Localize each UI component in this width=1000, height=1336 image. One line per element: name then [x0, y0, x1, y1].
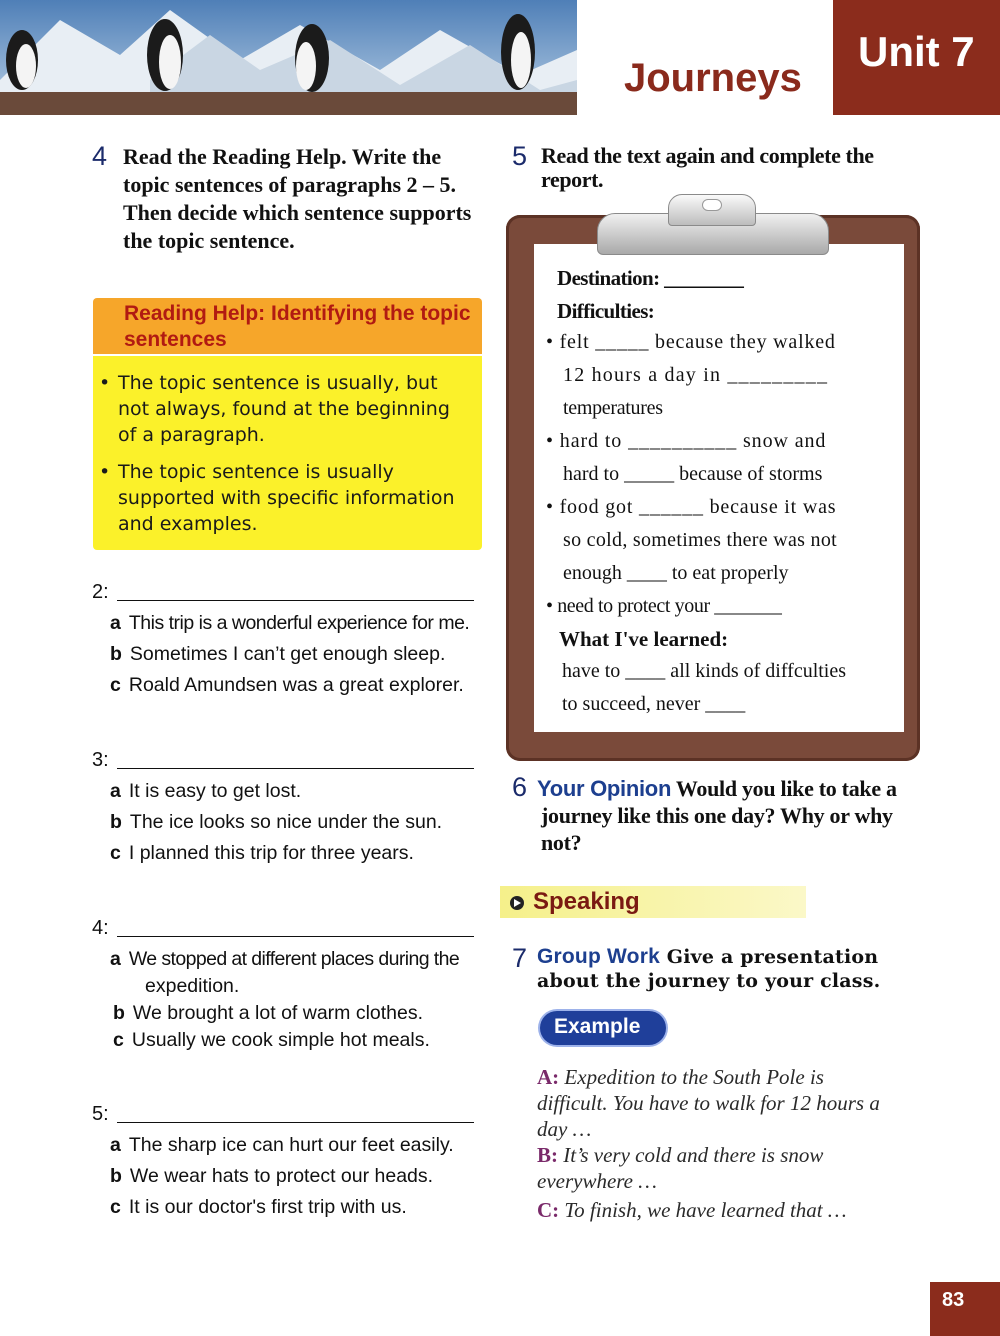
- option-text: This trip is a wonderful experience for me.: [128, 612, 470, 634]
- option-text: The ice looks so nice under the sun.: [129, 811, 443, 833]
- report-difficulties-heading: Difficulties:: [557, 299, 655, 323]
- task-7-instruction: [537, 945, 907, 993]
- option-text: It is our doctor's first trip with us.: [128, 1196, 407, 1218]
- report-line: • food got ______ because it was: [546, 496, 837, 518]
- option-item[interactable]: [110, 811, 442, 834]
- dialogue-text: To finish, we have learned that …: [564, 1198, 847, 1222]
- page-number-box: [930, 1282, 1000, 1336]
- option-item[interactable]: [110, 1134, 454, 1157]
- report-line: • hard to __________ snow and: [546, 430, 827, 452]
- answer-line[interactable]: [117, 767, 474, 769]
- report-line: hard to _____ because of storms: [563, 463, 823, 485]
- answer-line[interactable]: [117, 935, 474, 937]
- task-7-number: 7: [512, 943, 528, 973]
- task-4-instruction: Read the Reading Help. Write the topic sentences of paragraphs 2 – 5. Then decide which sentence supports the topic sentence.: [123, 144, 472, 253]
- dialogue-line: [537, 1197, 897, 1223]
- task-4-number: 4: [92, 141, 108, 171]
- task-6-instruction: [537, 775, 911, 856]
- penguins-illustration: [0, 0, 577, 115]
- option-item[interactable]: [110, 1196, 407, 1219]
- option-letter: c: [110, 674, 121, 696]
- question-label: 4:: [92, 917, 109, 939]
- option-letter: a: [110, 612, 121, 634]
- option-text: The sharp ice can hurt our feet easily.: [128, 1134, 454, 1156]
- bullet-icon: •: [99, 372, 111, 394]
- option-item[interactable]: [110, 1165, 433, 1188]
- reading-help-title: Reading Help: Identifying the topic sentences: [124, 302, 471, 351]
- report-line: • felt _____ because they walked: [546, 331, 836, 353]
- option-item[interactable]: [110, 643, 445, 666]
- option-item[interactable]: [110, 780, 301, 803]
- question-label: 2:: [92, 581, 109, 603]
- task-6-label: Your Opinion: [537, 776, 672, 801]
- bullet-icon: •: [99, 461, 111, 483]
- unit-label: Unit 7: [858, 28, 975, 75]
- example-label: Example: [554, 1015, 641, 1038]
- option-item[interactable]: [113, 1029, 430, 1052]
- question-label: 3:: [92, 749, 109, 771]
- report-line: 12 hours a day in _________: [563, 364, 829, 386]
- speaker-label: C:: [537, 1198, 560, 1222]
- option-text: We brought a lot of warm clothes.: [132, 1002, 424, 1024]
- option-text: We wear hats to protect our heads.: [129, 1165, 434, 1187]
- option-letter: b: [113, 1002, 125, 1024]
- dialogue-line: [537, 1064, 897, 1142]
- option-letter: b: [110, 811, 122, 833]
- task-7-text: Give a presentation about the journey to your class.: [537, 946, 881, 992]
- report-line: • need to protect your _______: [546, 595, 782, 617]
- report-line: enough ____ to eat properly: [563, 562, 789, 584]
- option-text: Usually we cook simple hot meals.: [131, 1029, 430, 1051]
- speaking-title: Speaking: [533, 888, 640, 915]
- option-letter: b: [110, 1165, 122, 1187]
- play-icon: [510, 896, 524, 910]
- option-letter: c: [110, 1196, 121, 1218]
- option-text-continued: expedition.: [145, 975, 240, 997]
- report-destination: Destination: ________: [557, 266, 744, 290]
- task-6-number: 6: [512, 772, 528, 802]
- reading-help-bullet: The topic sentence is usually supported with specific information and examples.: [118, 461, 455, 535]
- report-learned-heading: What I've learned:: [559, 627, 729, 651]
- option-text: Roald Amundsen was a great explorer.: [128, 674, 464, 696]
- dialogue-line: [537, 1142, 897, 1194]
- answer-line[interactable]: [117, 599, 474, 601]
- task-5-instruction: Read the text again and complete the report.: [541, 143, 874, 192]
- section-title: Journeys: [624, 56, 802, 100]
- task-5-number: 5: [512, 141, 528, 171]
- task-7-label: Group Work: [537, 945, 660, 968]
- question-label: 5:: [92, 1103, 109, 1125]
- option-item[interactable]: [110, 674, 464, 697]
- reading-help-bullet: The topic sentence is usually, but not always, found at the beginning of a paragraph.: [118, 372, 450, 446]
- option-letter: c: [110, 842, 121, 864]
- task-6-text: Would you like to take a journey like this one day? Why or why not?: [541, 776, 897, 855]
- page-number: 83: [942, 1289, 965, 1311]
- option-text: It is easy to get lost.: [128, 780, 302, 802]
- option-item[interactable]: [110, 948, 459, 971]
- report-line: so cold, sometimes there was not: [563, 529, 837, 551]
- option-text: Sometimes I can’t get enough sleep.: [129, 643, 446, 665]
- option-item[interactable]: [110, 612, 469, 635]
- answer-line[interactable]: [117, 1121, 474, 1123]
- speaker-label: A:: [537, 1065, 560, 1089]
- dialogue-text: Expedition to the South Pole is difficult. You have to walk for 12 hours a day …: [537, 1065, 880, 1141]
- option-item[interactable]: [110, 842, 414, 865]
- option-letter: c: [113, 1029, 124, 1051]
- speaker-label: B:: [537, 1143, 558, 1167]
- option-letter: a: [110, 948, 121, 970]
- clipboard-hole: [702, 199, 722, 211]
- report-line: have to ____ all kinds of diffculties: [562, 660, 847, 682]
- report-line: temperatures: [563, 397, 663, 419]
- option-letter: a: [110, 1134, 121, 1156]
- option-letter: b: [110, 643, 122, 665]
- option-letter: a: [110, 780, 121, 802]
- dialogue-text: It’s very cold and there is snow everywhere …: [537, 1143, 824, 1193]
- option-text: We stopped at different places during the: [128, 948, 460, 970]
- header-photo: [0, 0, 577, 115]
- option-text: I planned this trip for three years.: [128, 842, 414, 864]
- report-line: to succeed, never ____: [562, 693, 746, 715]
- option-item[interactable]: [113, 1002, 423, 1025]
